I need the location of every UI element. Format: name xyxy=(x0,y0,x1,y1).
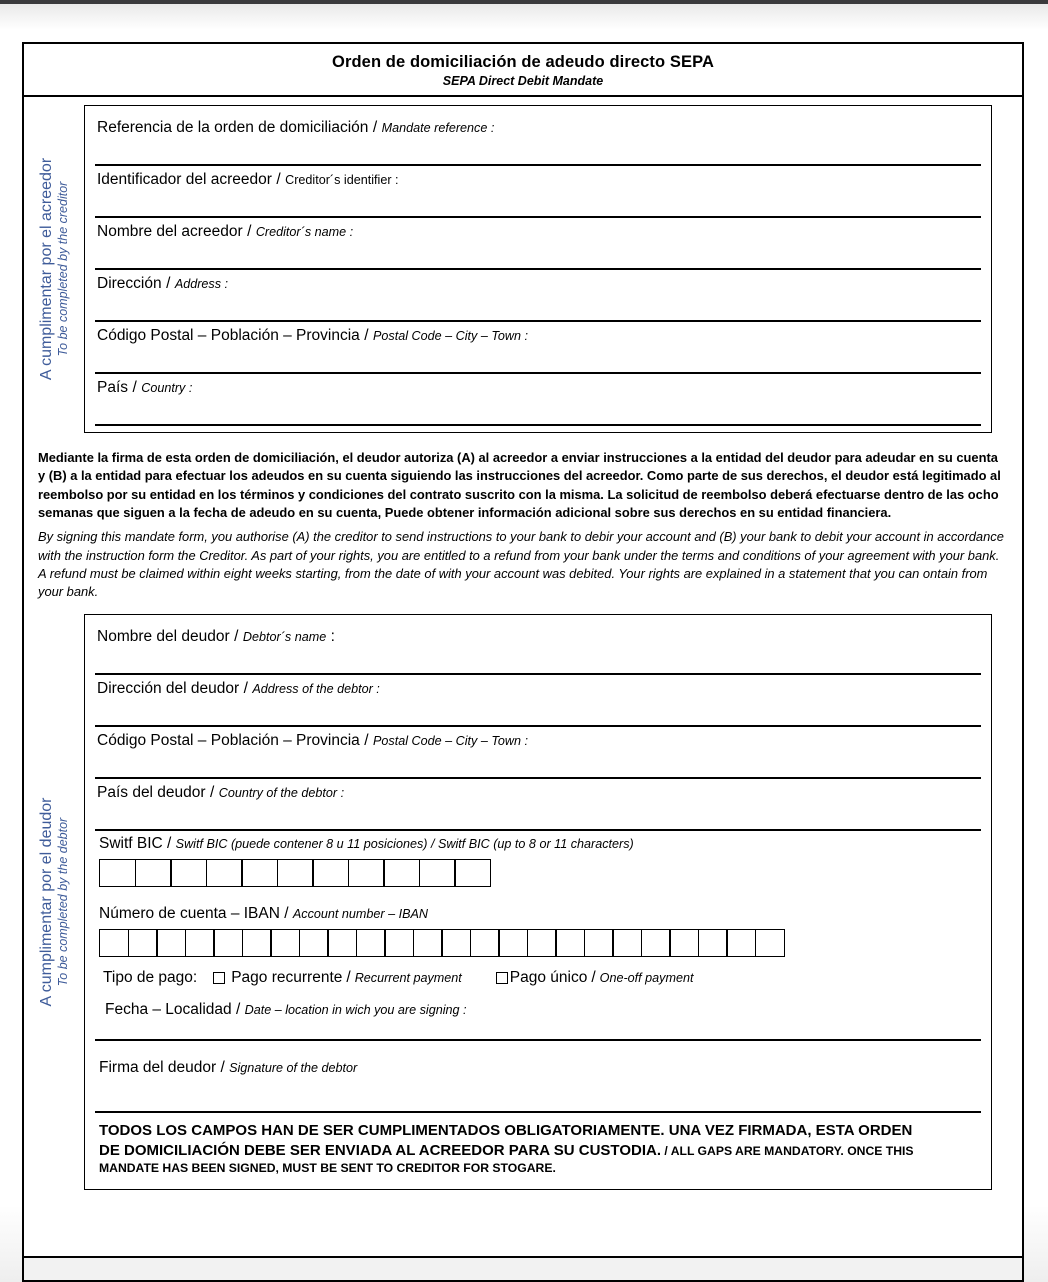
field-label-es: Dirección xyxy=(97,275,162,292)
legal-paragraph-es: Mediante la firma de esta orden de domiciliación, el deudor autoriza (A) al acreedor a enviar instrucciones a la entidad del deudor para adeudar en su cuenta y (B) a la entidad para efectuar los adeudos en su cuenta siguiendo las instrucciones del acreedor. Como parte de sus derechos, el deudor está legitimado al reembolso por su entidad en los términos y condiciones del contrato suscrito con la misma. La solicitud de reembolso deberá efectuarse dentro de las ocho semanas que siguen a la fecha de adeudo en su cuenta, Puede obtener información adicional sobre sus derechos en su entidad financiera. xyxy=(38,450,1001,520)
option-label-en: Recurrent payment xyxy=(354,970,462,985)
mandatory-notice-line1: TODOS LOS CAMPOS HAN DE SER CUMPLIMENTADOS OBLIGATORIAMENTE. UNA VEZ FIRMADA, ESTA ORDEN xyxy=(99,1121,913,1139)
page-subtitle: SEPA Direct Debit Mandate xyxy=(442,74,604,88)
char-cell[interactable] xyxy=(641,929,671,957)
field-input-area[interactable] xyxy=(95,805,981,825)
mandatory-notice xyxy=(95,1113,981,1187)
payment-type-row xyxy=(95,959,981,995)
field-label-separator: / xyxy=(372,119,378,136)
char-cell[interactable] xyxy=(270,929,300,957)
debtor-side-label-en: To be completed by the debtor xyxy=(55,817,70,986)
char-cell[interactable] xyxy=(327,929,357,957)
legal-text-block xyxy=(24,443,1022,606)
field-label-en: Mandate reference : xyxy=(381,121,495,135)
debtor-fields-box xyxy=(84,614,992,1190)
document-frame xyxy=(22,42,1024,1260)
field-creditor-postal-city-town[interactable] xyxy=(95,322,981,374)
field-label-separator: / xyxy=(364,327,369,344)
char-cell[interactable] xyxy=(206,859,243,887)
field-label-separator: / xyxy=(234,627,239,645)
creditor-side-label-en: To be completed by the creditor xyxy=(55,181,70,357)
field-label-en: Date – location in wich you are signing : xyxy=(244,1002,467,1017)
creditor-side-label-es: A cumplimentar por el acreedor xyxy=(38,157,56,381)
page-surface xyxy=(0,4,1048,1282)
option-label-en: One-off payment xyxy=(599,970,694,985)
field-debtor-country[interactable] xyxy=(95,779,981,831)
char-cell[interactable] xyxy=(185,929,215,957)
option-label-es: Pago único xyxy=(509,968,588,986)
page-title: Orden de domiciliación de adeudo directo SEPA xyxy=(332,53,714,71)
field-label-es: Firma del deudor xyxy=(99,1058,217,1076)
field-label-es: Código Postal – Población – Provincia xyxy=(97,731,360,749)
mandatory-notice-line2-es: DE DOMICILIACIÓN DEBE SER ENVIADA AL ACREEDOR PARA SU CUSTODIA. xyxy=(99,1141,661,1159)
field-label-en: Switf BIC (puede contener 8 u 11 posiciones) / Switf BIC (up to 8 or 11 characters) xyxy=(175,836,634,851)
field-label-en: Creditor´s identifier : xyxy=(285,173,399,187)
char-cell[interactable] xyxy=(384,929,414,957)
field-label-en: Account number – IBAN xyxy=(292,906,428,921)
char-cell[interactable] xyxy=(277,859,314,887)
field-label-es: Número de cuenta – IBAN xyxy=(99,904,280,922)
field-label-separator: / xyxy=(276,171,281,188)
field-label-es: Nombre del deudor xyxy=(97,627,230,645)
field-date-location[interactable] xyxy=(95,995,981,1041)
creditor-fields-box xyxy=(84,105,992,433)
field-label-es: Identificador del acreedor xyxy=(97,171,272,188)
field-creditor-address[interactable] xyxy=(95,270,981,322)
debtor-side-label-es: A cumplimentar por el deudor xyxy=(38,797,56,1007)
char-cell[interactable] xyxy=(470,929,500,957)
field-creditor-identifier[interactable] xyxy=(95,166,981,218)
field-label-tail: : xyxy=(330,627,335,645)
option-label-separator: / xyxy=(346,968,351,986)
field-input-area[interactable] xyxy=(95,649,981,669)
field-label-separator: / xyxy=(235,1000,241,1018)
field-label-es: Fecha – Localidad xyxy=(105,1000,232,1018)
field-label-es: Nombre del acreedor xyxy=(97,223,243,240)
char-cell[interactable] xyxy=(413,929,443,957)
field-input-area[interactable] xyxy=(95,296,981,316)
document-title-band xyxy=(24,44,1022,97)
field-label-separator: / xyxy=(364,731,369,749)
iban-label xyxy=(95,901,981,925)
legal-paragraph-en: By signing this mandate form, you authorise (A) the creditor to send instructions to your bank to debir your account and (B) your bank to debit your account in accordance with the instruction form the Creditor. As part of your rights, you are entitled to a refund from your bank under the terms and conditions of your agreement with your bank. A refund must be claimed within eight weeks starting, from the date of with your account was debited. Your rights are explained in a statement that you can ontain from your bank. xyxy=(38,529,1004,600)
field-label-separator: / xyxy=(166,275,171,292)
field-mandate-reference[interactable] xyxy=(95,114,981,166)
char-cell[interactable] xyxy=(454,859,491,887)
char-cell[interactable] xyxy=(419,859,456,887)
debtor-section xyxy=(24,606,1022,1190)
field-input-area[interactable] xyxy=(95,348,981,368)
swift-bic-cells[interactable] xyxy=(99,859,981,887)
field-label-en: Country of the debtor : xyxy=(218,785,345,800)
field-swift-bic xyxy=(95,831,981,887)
char-cell[interactable] xyxy=(135,859,172,887)
field-label-es: Código Postal – Población – Provincia xyxy=(97,327,360,344)
field-label-separator: / xyxy=(167,834,172,852)
char-cell[interactable] xyxy=(348,859,385,887)
document-bottom-strip xyxy=(22,1256,1024,1282)
checkbox-recurrent-icon[interactable] xyxy=(213,972,225,984)
char-cell[interactable] xyxy=(555,929,585,957)
creditor-side-label xyxy=(24,105,84,433)
field-label-en: Creditor´s name : xyxy=(255,225,354,239)
field-label-en: Address of the debtor : xyxy=(252,681,380,696)
field-signature[interactable] xyxy=(95,1041,981,1113)
field-label-en: Postal Code – City – Town : xyxy=(373,329,528,343)
char-cell[interactable] xyxy=(99,929,129,957)
field-label-en: Postal Code – City – Town : xyxy=(373,733,528,748)
char-cell[interactable] xyxy=(299,929,329,957)
field-input-area[interactable] xyxy=(95,701,981,721)
char-cell[interactable] xyxy=(755,929,785,957)
date-location-label xyxy=(95,995,981,1019)
char-cell[interactable] xyxy=(441,929,471,957)
mandatory-notice-line2 xyxy=(99,1141,981,1161)
mandatory-notice-line2-en: / ALL GAPS ARE MANDATORY. ONCE THIS xyxy=(661,1143,914,1158)
char-cell[interactable] xyxy=(383,859,420,887)
field-debtor-name[interactable] xyxy=(95,623,981,675)
field-label-separator: / xyxy=(247,223,252,240)
char-cell[interactable] xyxy=(128,929,158,957)
iban-cells[interactable] xyxy=(99,929,981,957)
field-label-separator: / xyxy=(210,783,215,801)
field-label-en: Address : xyxy=(174,277,229,291)
char-cell[interactable] xyxy=(527,929,557,957)
field-input-area[interactable] xyxy=(95,400,981,420)
char-cell[interactable] xyxy=(213,929,243,957)
char-cell[interactable] xyxy=(241,859,278,887)
char-cell[interactable] xyxy=(726,929,756,957)
char-cell[interactable] xyxy=(498,929,528,957)
field-label-separator: / xyxy=(284,904,289,922)
field-label-en: Debtor´s name xyxy=(242,629,327,644)
char-cell[interactable] xyxy=(584,929,614,957)
swift-bic-label xyxy=(95,831,981,855)
payment-type-label: Tipo de pago: xyxy=(103,968,198,986)
field-label-en: Signature of the debtor xyxy=(229,1060,358,1075)
creditor-section xyxy=(24,97,1022,443)
option-label-separator: / xyxy=(591,968,596,986)
field-input-area[interactable] xyxy=(95,244,981,264)
field-iban xyxy=(95,901,981,957)
field-label-es: País del deudor xyxy=(97,783,206,801)
field-label-es: Switf BIC xyxy=(99,834,163,852)
char-cell[interactable] xyxy=(669,929,699,957)
field-label-es: Dirección del deudor xyxy=(97,679,240,697)
field-input-area[interactable] xyxy=(95,753,981,773)
field-label-es: País xyxy=(97,379,129,396)
char-cell[interactable] xyxy=(99,859,136,887)
checkbox-oneoff-icon[interactable] xyxy=(496,972,508,984)
field-input-area[interactable] xyxy=(95,192,981,212)
payment-type-option-recurrent[interactable] xyxy=(213,969,462,987)
option-label-es: Pago recurrente xyxy=(231,968,343,986)
payment-type-option-oneoff[interactable] xyxy=(496,969,694,987)
field-creditor-name[interactable] xyxy=(95,218,981,270)
field-input-area[interactable] xyxy=(95,140,981,160)
char-cell[interactable] xyxy=(170,859,207,887)
field-label-separator: / xyxy=(132,379,137,396)
field-debtor-address[interactable] xyxy=(95,675,981,727)
char-cell[interactable] xyxy=(698,929,728,957)
char-cell[interactable] xyxy=(242,929,272,957)
field-label-es: Referencia de la orden de domiciliación xyxy=(97,119,369,136)
char-cell[interactable] xyxy=(612,929,642,957)
char-cell[interactable] xyxy=(312,859,349,887)
field-label-separator: / xyxy=(220,1058,225,1076)
char-cell[interactable] xyxy=(356,929,386,957)
field-creditor-country[interactable] xyxy=(95,374,981,426)
field-label-en: Country : xyxy=(141,381,193,395)
field-debtor-postal-city-town[interactable] xyxy=(95,727,981,779)
field-label-separator: / xyxy=(243,679,248,697)
char-cell[interactable] xyxy=(156,929,186,957)
mandatory-notice-line3: MANDATE HAS BEEN SIGNED, MUST BE SENT TO CREDITOR FOR STOGARE. xyxy=(99,1160,556,1175)
signature-label xyxy=(95,1041,981,1077)
debtor-side-label xyxy=(24,614,84,1190)
